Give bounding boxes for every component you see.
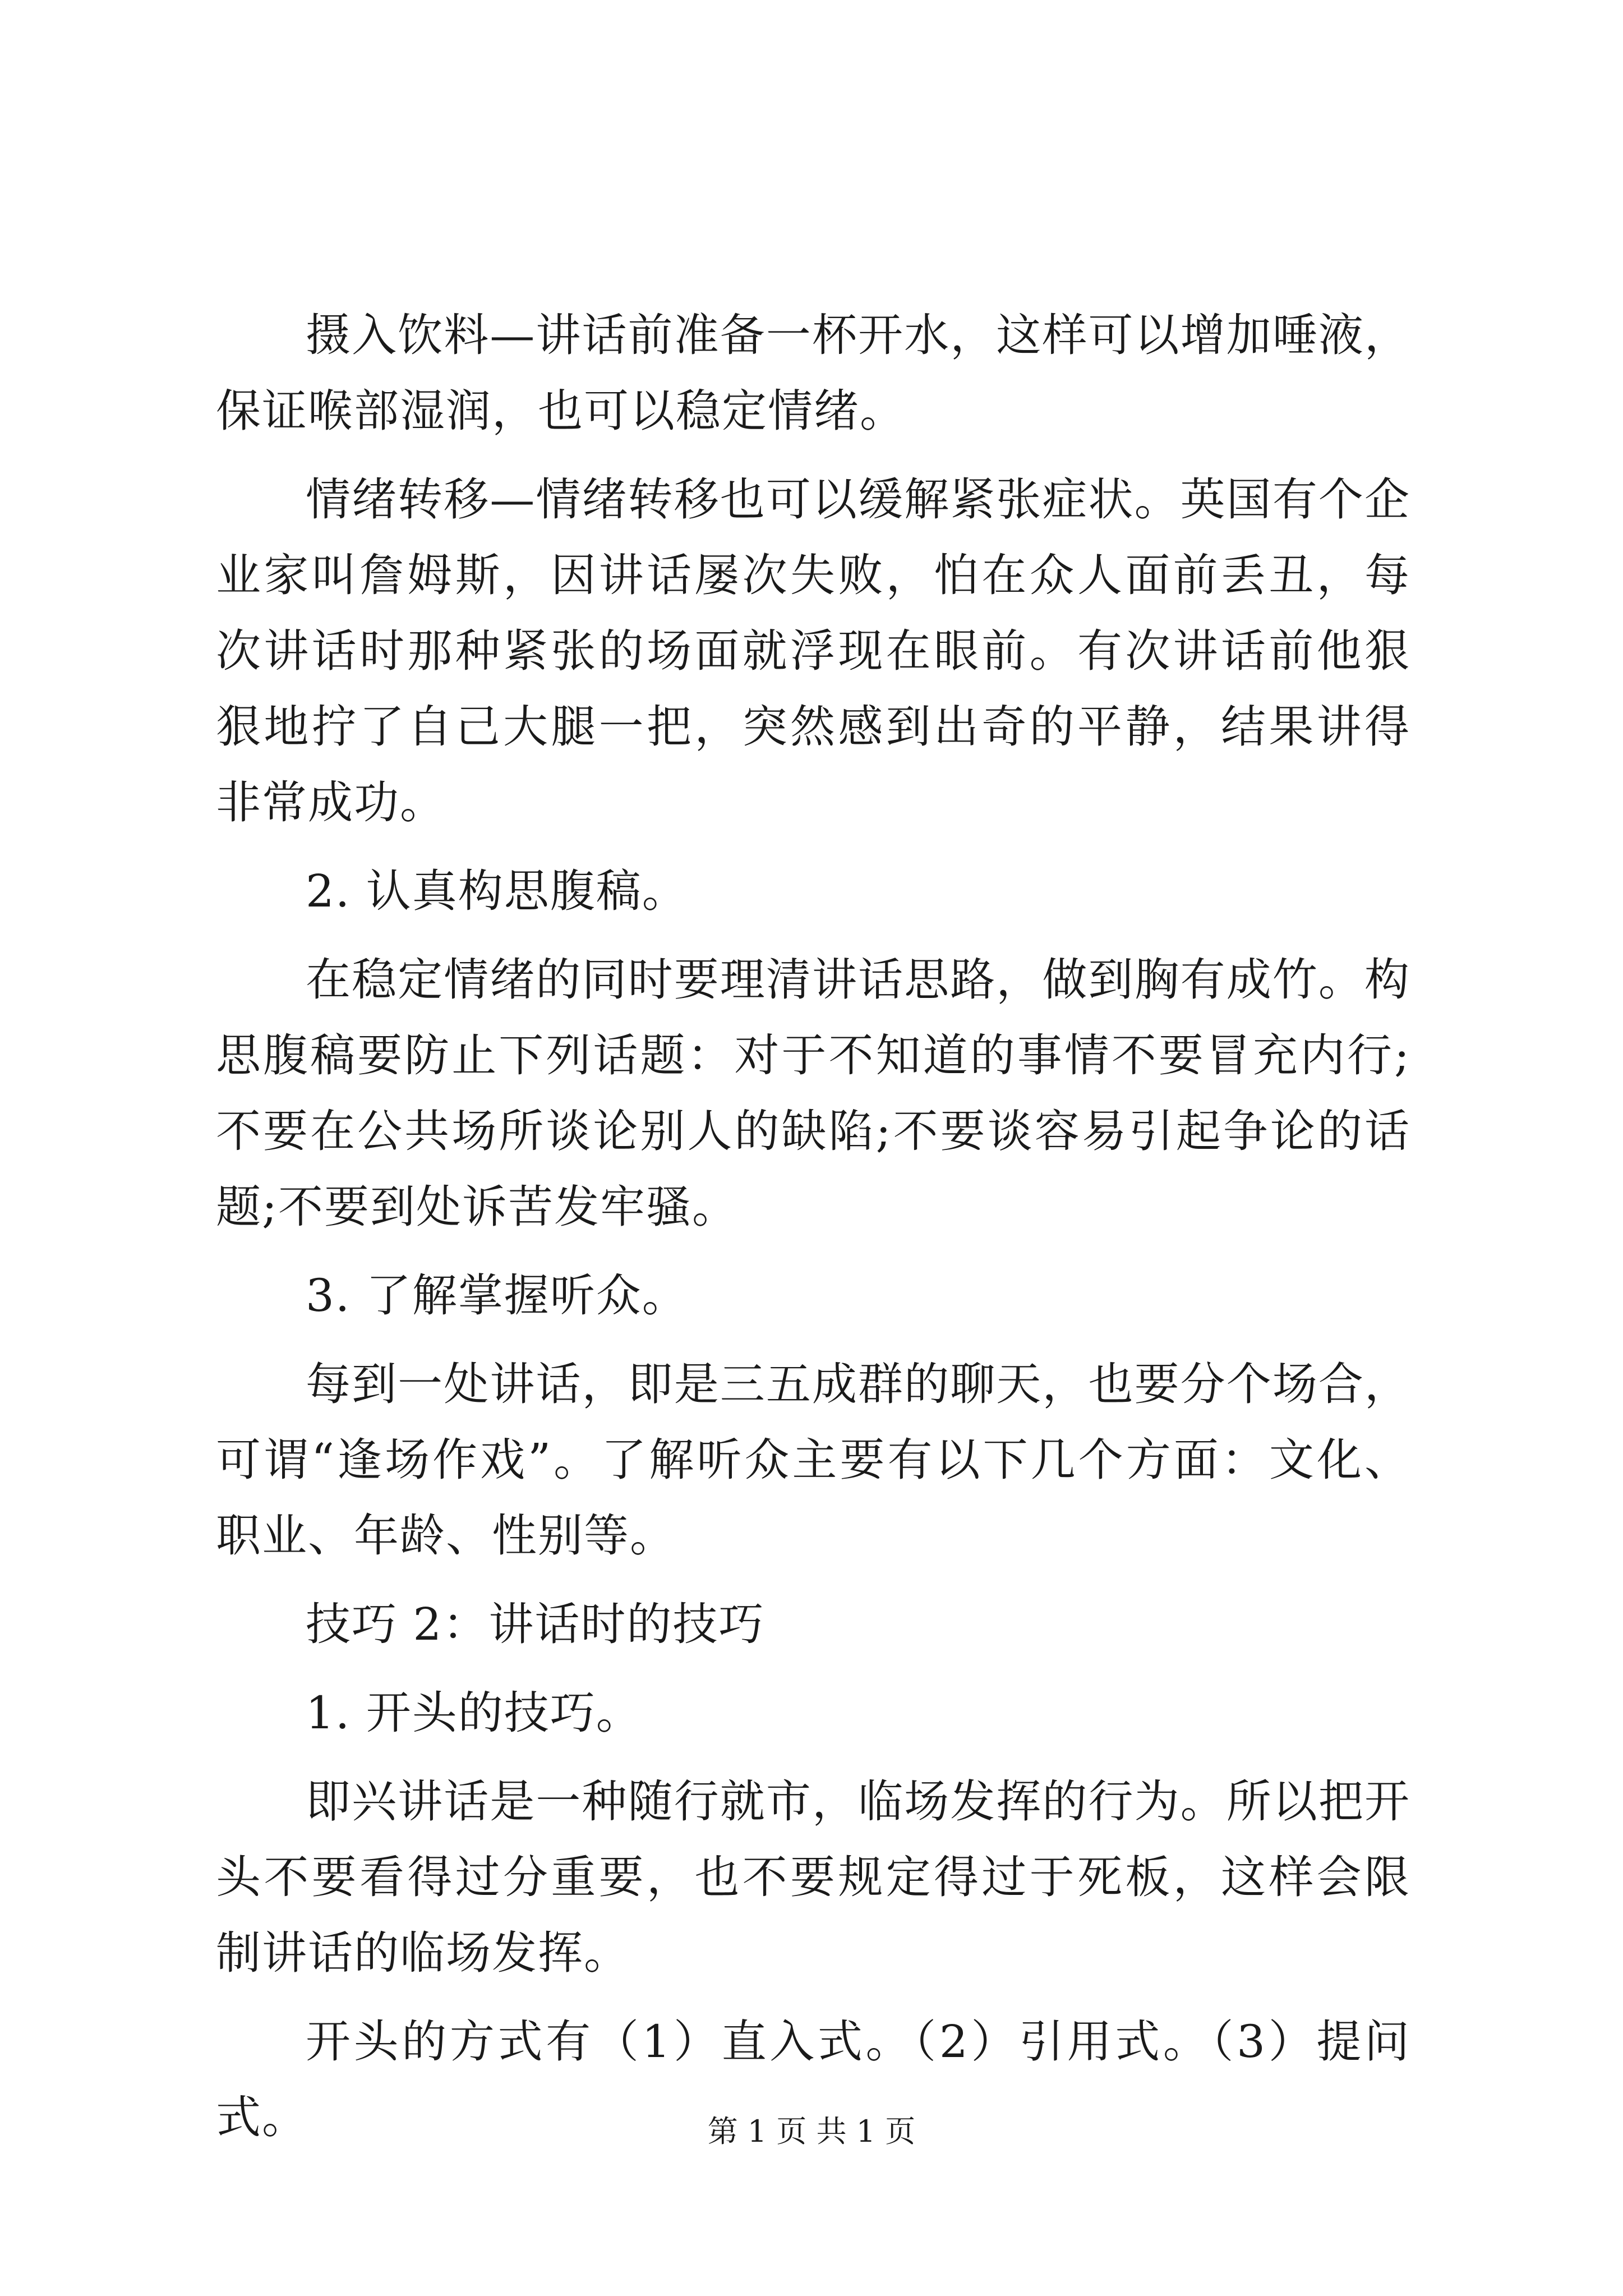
paragraph-opening-methods: 开头的方式有（1）直入式。（2）引用式。（3）提问式。 xyxy=(216,2016,1410,2143)
paragraph-draft: 在稳定情绪的同时要理清讲话思路，做到胸有成竹。构思腹稿要防止下列话题：对于不知道的事情不要冒充内行;不要在公共场所谈论别人的缺陷;不要谈容易引起争论的话题;不要到处诉苦发牢骚。 xyxy=(216,954,1410,1233)
heading-audience: 3. 了解掌握听众。 xyxy=(306,1269,688,1322)
paragraph-drinks: 摄入饮料—讲话前准备一杯开水，这样可以增加唾液，保证喉部湿润，也可以稳定情绪。 xyxy=(216,309,1410,437)
heading-draft: 2. 认真构思腹稿。 xyxy=(306,865,688,917)
page-footer: 第 1 页 共 1 页 xyxy=(707,2114,916,2149)
paragraph-emotion-shift: 情绪转移—情绪转移也可以缓解紧张症状。英国有个企业家叫詹姆斯，因讲话屡次失败，怕在众人面前丢丑，每次讲话时那种紧张的场面就浮现在眼前。有次讲话前他狠狠地拧了自己大腿一把，突然感到出奇的平静，结果讲得非常成功。 xyxy=(216,473,1410,829)
section-heading-skill-2: 技巧 2：讲话时的技巧 xyxy=(306,1598,765,1650)
paragraph-opening: 即兴讲话是一种随行就市，临场发挥的行为。所以把开头不要看得过分重要，也不要规定得过于死板，这样会限制讲话的临场发挥。 xyxy=(216,1775,1410,1979)
paragraph-audience: 每到一处讲话，即是三五成群的聊天，也要分个场合，可谓“逢场作戏”。了解听众主要有以下几个方面：文化、职业、年龄、性别等。 xyxy=(216,1358,1410,1562)
document-body xyxy=(216,297,1410,2168)
heading-opening: 1. 开头的技巧。 xyxy=(306,1687,642,1739)
